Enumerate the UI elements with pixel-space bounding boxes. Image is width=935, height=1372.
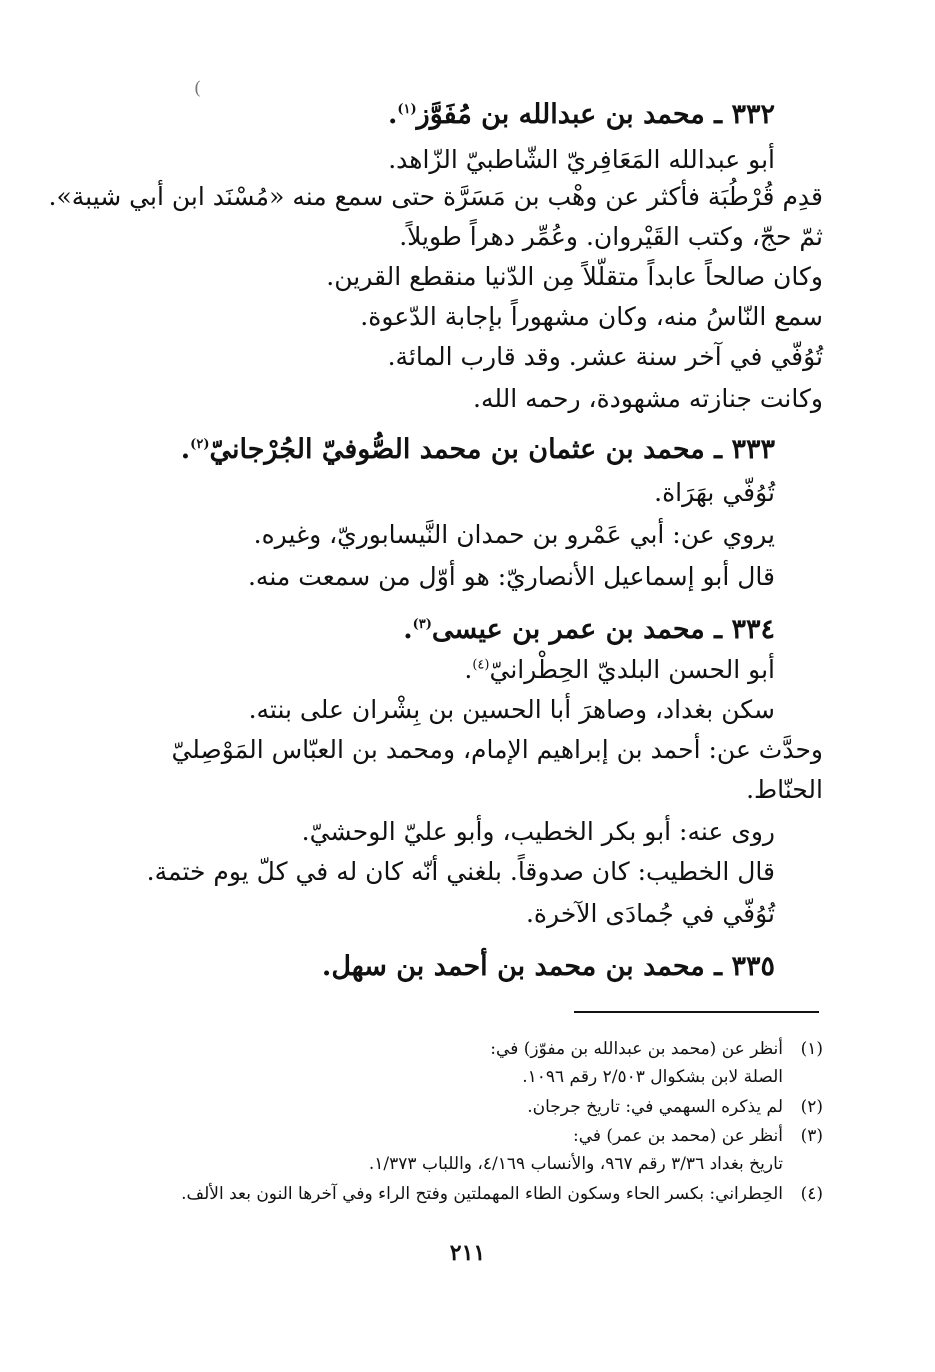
entry-332-line: وكان صالحاً عابداً متقلّلاً مِن الدّنيا منقطع القرين.	[326, 262, 823, 291]
footnote-number: (٢)	[800, 1097, 823, 1117]
footnote-number: (٣)	[800, 1126, 823, 1146]
entry-333-line: يروي عن: أبي عَمْرو بن حمدان النَّيسابوريّ، وغيره.	[253, 520, 775, 549]
entry-334-line: قال الخطيب: كان صدوقاً. بلغني أنّه كان له في كلّ يوم ختمة.	[146, 857, 775, 886]
footnote-divider	[574, 1011, 819, 1013]
entry-333-line: تُوُفّي بهَرَاة.	[654, 478, 775, 507]
entry-332-line: سمع النّاسُ منه، وكان مشهوراً بإجابة الدّعوة.	[360, 302, 823, 331]
stray-pen-mark: (	[194, 78, 202, 99]
entry-332-line: قدِم قُرْطُبَة فأكثر عن وهْب بن مَسَرَّة حتى سمع منه «مُسْنَد ابن أبي شيبة».	[48, 182, 823, 211]
entry-334-line: وحدَّث عن: أحمد بن إبراهيم الإمام، ومحمد بن العبّاس المَوْصِليّ	[171, 735, 823, 764]
entry-332-line: وكانت جنازته مشهودة، رحمه الله.	[473, 384, 823, 413]
footnote-2	[527, 1095, 823, 1119]
footnote-number: (٤)	[800, 1184, 823, 1204]
entry-333-heading: ٣٣٣ ـ محمد بن عثمان بن محمد الصُّوفيّ الجُرْجانيّ$^{(٢)}$.	[180, 434, 775, 465]
entry-332-line: تُوُفّي في آخر سنة عشر. وقد قارب المائة.	[387, 342, 823, 371]
footnote-3-cont: تاريخ بغداد ٣/٣٦ رقم ٩٦٧، والأنساب ٤/١٦٩، واللباب ١/٣٧٣.	[368, 1154, 783, 1174]
footnote-text: أنظر عن (محمد بن عمر) في:	[572, 1126, 783, 1146]
footnote-text: الحِطراني: بكسر الحاء وسكون الطاء المهملتين وفتح الراء وفي آخرها النون بعد الألف.	[181, 1184, 783, 1204]
footnote-1-cont: الصلة لابن بشكوال ٢/٥٠٣ رقم ١٠٩٦.	[522, 1067, 783, 1087]
page-number: ٢١١	[449, 1240, 486, 1266]
entry-333-line: قال أبو إسماعيل الأنصاريّ: هو أوّل من سمعت منه.	[247, 562, 775, 591]
entry-335-heading: ٣٣٥ ـ محمد بن محمد بن أحمد بن سهل.	[321, 951, 775, 982]
entry-334-line: الحنّاط.	[746, 775, 823, 804]
entry-334-line: أبو الحسن البلديّ الحِطْرانيّ$^{(٤)}$.	[464, 655, 775, 684]
footnote-3	[573, 1124, 823, 1148]
entry-334-line: تُوُفّي في جُمادَى الآخرة.	[525, 899, 775, 928]
entry-332-line: ثمّ حجّ، وكتب القَيْروان. وعُمِّر دهراً طويلاً.	[399, 222, 823, 251]
footnote-number: (١)	[800, 1039, 823, 1059]
entry-332-heading: ٣٣٢ ـ محمد بن عبدالله بن مُفَوَّز$^{(١)}$.	[387, 99, 775, 130]
entry-334-line: سكن بغداد، وصاهرَ أبا الحسين بن بِشْران على بنته.	[248, 695, 775, 724]
footnote-text: أنظر عن (محمد بن عبدالله بن مفوّز) في:	[490, 1039, 783, 1059]
footnote-text: لم يذكره السهمي في: تاريخ جرجان.	[527, 1097, 783, 1117]
entry-332-line: أبو عبدالله المَعَافِريّ الشّاطبيّ الزّاهد.	[388, 145, 775, 174]
footnote-1	[490, 1037, 823, 1061]
entry-334-line: روى عنه: أبو بكر الخطيب، وأبو عليّ الوحشيّ.	[301, 817, 775, 846]
footnote-4	[181, 1182, 823, 1206]
entry-334-heading: ٣٣٤ ـ محمد بن عمر بن عيسى$^{(٣)}$.	[403, 614, 775, 645]
